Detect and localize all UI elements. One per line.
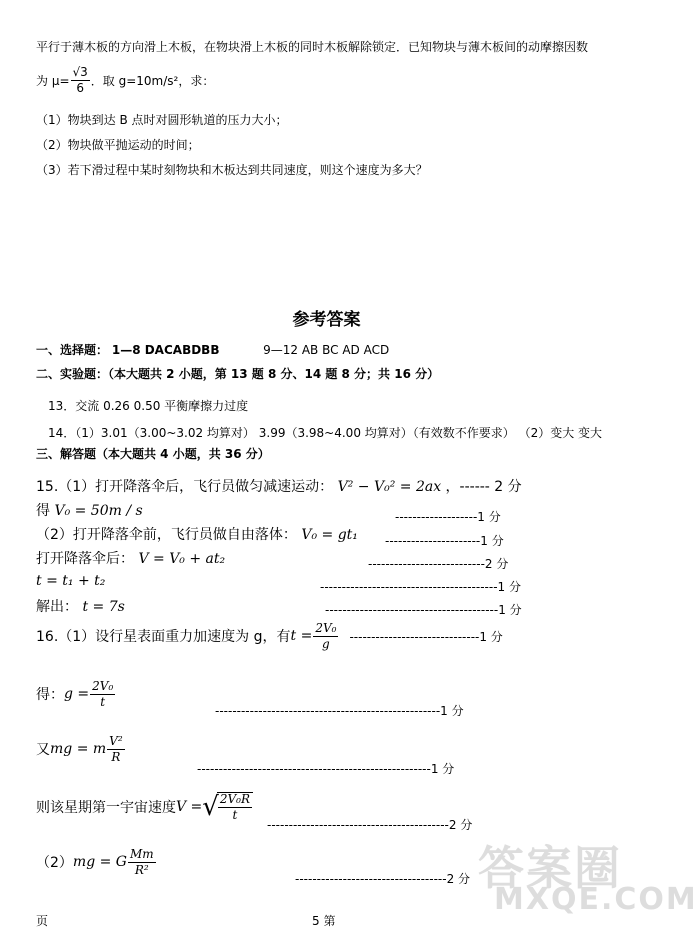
- q15-l3-formula: V₀ = gt₁: [301, 527, 358, 543]
- q16-l4-text: 则该星期第一宇宙速度: [36, 800, 176, 816]
- q16-l1-text: 16.（1）设行星表面重力加速度为 g，有: [36, 629, 291, 646]
- watermark-mark: 答案圈: [478, 841, 622, 895]
- q16-l4-score: ------------------------------------------2 分: [267, 818, 473, 832]
- choice-answers: [36, 341, 389, 358]
- q16-line-2: [36, 680, 116, 708]
- q15-l1-formula: V² − V₀² = 2ax: [337, 479, 442, 495]
- q15-l1-text: 15.（1）打开降落伞后，飞行员做匀减速运动：: [36, 479, 334, 495]
- choice-label: 一、选择题：: [36, 343, 109, 357]
- q16-l2-score: ----------------------------------------------------1 分: [215, 704, 464, 718]
- q15-l2-formula: V₀ = 50m / s: [54, 503, 143, 519]
- q15-l4-score: ---------------------------2 分: [368, 557, 509, 571]
- q15-l1-score: ，------ 2 分: [445, 479, 522, 495]
- q15-l6-score: ----------------------------------------1 分: [325, 603, 522, 617]
- q16-l5-lhs: mg = G: [72, 854, 127, 871]
- watermark-domain: MXQE.COM: [494, 882, 698, 917]
- q16-l4-lhs: V =: [176, 799, 203, 815]
- q15-l6-text: 解出：: [36, 599, 78, 615]
- q16-line-1: [36, 622, 503, 650]
- q16-l5-fraction: $\frac{Mm}{\text{R²}}$: [129, 847, 154, 877]
- calculation-heading: 三、解答题（本大题共 4 小题，共 36 分）: [36, 447, 270, 461]
- q16-l3-fraction: $\frac{\text{V²}}{R}$: [109, 734, 123, 764]
- q15-line-4: [36, 548, 225, 568]
- answer-14: 14．（1）3.01（3.00~3.02 均算对） 3.99（3.98~4.00 均算对）（有效数不作要求） （2）变大 变大: [48, 426, 603, 440]
- friction-coefficient-line: [36, 66, 214, 94]
- watermark-logo: [478, 832, 698, 922]
- answer-13: 13．交流 0.26 0.50 平衡摩擦力过度: [48, 399, 249, 413]
- mu-fraction: [71, 66, 90, 94]
- q16-l1-fraction: $\frac{\text{2V₀}}{g}$: [315, 621, 337, 651]
- choice-1-8: 1—8 DACABDBB: [111, 343, 220, 357]
- question-3: （3）若下滑过程中某时刻物块和木板达到共同速度，则这个速度为多大？: [36, 163, 428, 177]
- mu-numerator: √3: [72, 65, 88, 79]
- experiment-heading: 二、实验题：（本大题共 2 小题，第 13 题 8 分、14 题 8 分；共 16 分）: [36, 367, 440, 381]
- q15-l6-formula: t = 7s: [82, 599, 125, 615]
- q15-l2-score: -------------------1 分: [395, 510, 501, 524]
- q15-l4-text: 打开降落伞后：: [36, 551, 134, 567]
- q16-l3-lhs: mg = m: [50, 741, 107, 758]
- q15-line-3: [36, 524, 358, 544]
- mu-prefix: 为 μ=: [36, 73, 70, 88]
- q15-line-6: [36, 596, 125, 616]
- q16-l3-text: 又: [36, 742, 50, 759]
- q16-l1-score: ------------------------------1 分: [349, 629, 503, 644]
- question-1: （1）物块到达 B 点时对圆形轨道的压力大小；: [36, 113, 288, 127]
- q16-l3-score: ------------------------------------------------------1 分: [197, 762, 455, 776]
- q15-l5-score: -----------------------------------------1 分: [320, 580, 521, 594]
- q15-line-2: [36, 500, 143, 520]
- q16-l2-lhs: g =: [64, 686, 90, 703]
- q16-line-5: [36, 848, 157, 876]
- q16-l2-fraction: $\frac{\text{2V₀}}{t}$: [92, 679, 114, 709]
- sqrt-radical: √ $\frac{\text{2V₀R}}{t}$: [202, 792, 253, 822]
- q15-l3-text: （2）打开降落伞前，飞行员做自由落体：: [36, 527, 297, 543]
- q15-l3-score: ----------------------1 分: [385, 534, 504, 548]
- mu-denominator: 6: [76, 80, 84, 95]
- q16-l1-lhs: t =: [290, 628, 313, 645]
- question-2: （2）物块做平抛运动的时间；: [36, 138, 200, 152]
- q15-l4-formula: V = V₀ + at₂: [138, 551, 226, 567]
- q16-l5-text: （2）: [36, 855, 73, 872]
- q16-l2-text: 得：: [36, 687, 64, 704]
- problem-line-1: 平行于薄木板的方向滑上木板，在物块滑上木板的同时木板解除锁定．已知物块与薄木板间的动摩擦因数: [36, 40, 589, 54]
- q16-l4-fraction: $\frac{\text{2V₀R}}{t}$: [219, 792, 251, 822]
- mu-suffix: ．取 g=10m/s²，求：: [90, 73, 215, 88]
- q16-line-3: [36, 735, 126, 763]
- q15-line-1: [36, 476, 522, 496]
- q15-l2-prefix: 得: [36, 503, 50, 519]
- choice-9-12: 9—12 AB BC AD ACD: [263, 343, 390, 357]
- answers-title: 参考答案: [292, 310, 361, 330]
- q16-line-4: [36, 792, 253, 822]
- footer-left: 页: [36, 914, 49, 928]
- page-number: 5 第: [312, 914, 336, 928]
- q15-l5-formula: t = t₁ + t₂: [36, 573, 106, 589]
- q16-l5-score: -----------------------------------2 分: [295, 872, 471, 886]
